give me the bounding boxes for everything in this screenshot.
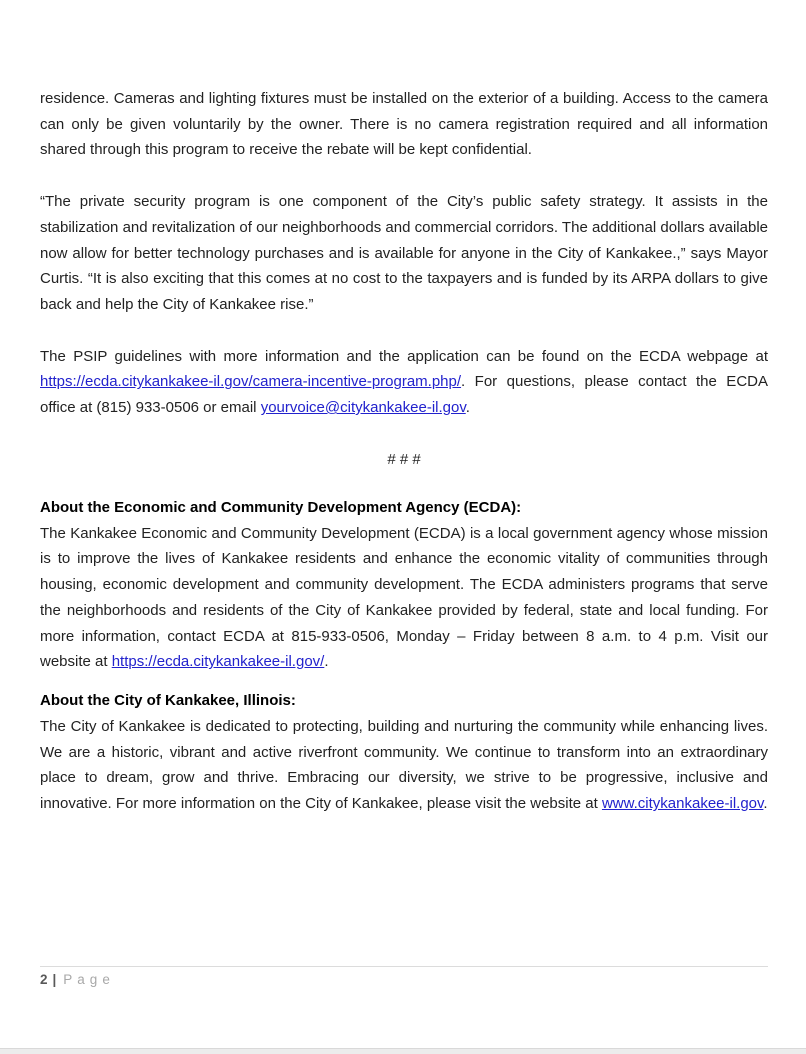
about-ecda-text: The Kankakee Economic and Community Development (ECDA) is a local government agency whose mission is to improve the lives of Kankakee residents and enhance the economic vitality of communities through housing, economic development and community development. The ECDA administers programs that serve the neighborhoods and residents of the City of Kankakee provided by federal, state and local funding. For more information, contact ECDA at 815-933-0506, Monday – Friday between 8 a.m. to 4 p.m. Visit our website at	[40, 524, 768, 671]
paragraph-psip-contact	[40, 344, 768, 421]
city-website-link[interactable]: www.citykankakee-il.gov	[601, 795, 764, 813]
page-number: 2	[40, 972, 48, 987]
about-city-text-end: .	[763, 795, 768, 813]
about-ecda-text-end: .	[324, 653, 329, 671]
page-footer	[40, 966, 768, 988]
camera-incentive-program-link[interactable]: https://ecda.citykankakee-il.gov/camera-incentive-program.php/	[40, 373, 462, 391]
end-of-release-marker: # # #	[387, 450, 421, 468]
document-content	[40, 86, 768, 843]
paragraph-about-city	[40, 714, 768, 817]
psip-contact-text-lead: The PSIP guidelines with more information and the application can be found on the ECDA webpage at	[40, 347, 768, 365]
psip-contact-text-mid: . For questions, please contact the ECDA office at (815) 933-0506 or email	[40, 373, 768, 417]
about-city-text: The City of Kankakee is dedicated to protecting, building and nurturing the community while enhancing lives. We are a historic, vibrant and active riverfront community. We continue to transform into an extraordinary place to dream, grow and thrive. Embracing our diversity, we strive to be progressive, inclusive and innovative. For more information on the City of Kankakee, please visit the website at	[40, 717, 768, 813]
heading-about-ecda: About the Economic and Community Development Agency (ECDA):	[40, 498, 522, 516]
ecda-website-link[interactable]: https://ecda.citykankakee-il.gov/	[111, 653, 325, 671]
paragraph-mayor-quote: “The private security program is one component of the City’s public safety strategy. It assists in the stabilization and revitalization of our neighborhoods and commercial corridors. The additional dollars available now allow for better technology purchases and is available for anyone in the City of Kankakee.,” says Mayor Curtis. “It is also exciting that this comes at no cost to the taxpayers and is funded by its ARPA dollars to give back and help the City of Kankakee rise.”	[40, 193, 768, 313]
footer-page-label: Page	[63, 972, 115, 987]
page-bottom-edge	[0, 1048, 806, 1054]
paragraph-camera-rules: residence. Cameras and lighting fixtures must be installed on the exterior of a building. Access to the camera can only be given voluntarily by the owner. There is no camera registration required and all information shared through this program to receive the rebate will be kept confidential.	[40, 90, 768, 159]
paragraph-about-ecda	[40, 521, 768, 675]
heading-about-city: About the City of Kankakee, Illinois:	[40, 691, 296, 709]
psip-contact-text-end: .	[465, 399, 470, 417]
footer-separator: |	[52, 972, 57, 987]
yourvoice-email-link[interactable]: yourvoice@citykankakee-il.gov	[260, 399, 466, 417]
